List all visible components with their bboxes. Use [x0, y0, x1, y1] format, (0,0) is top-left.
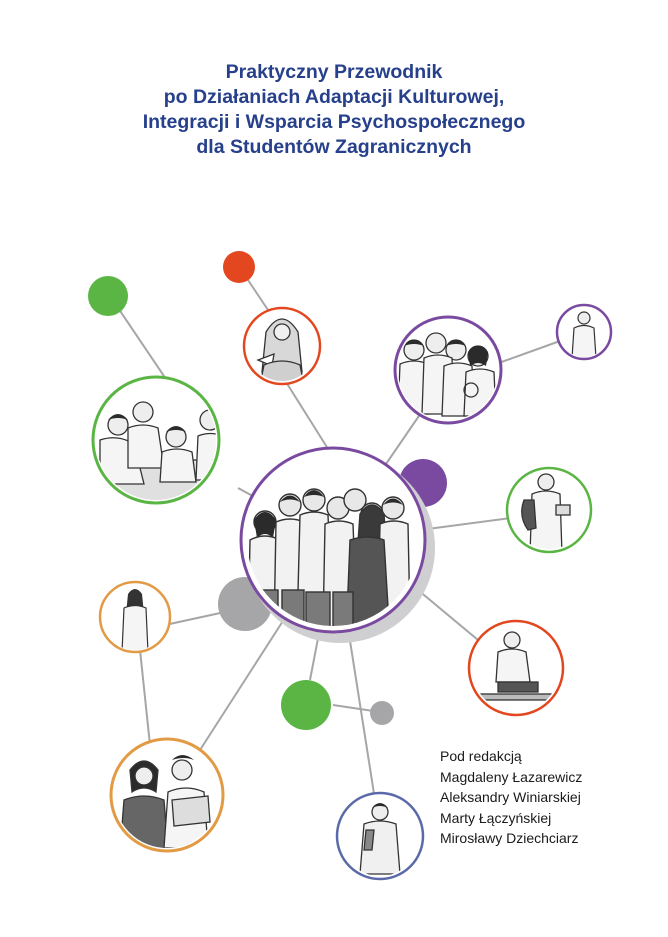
- photo-circle-right: [507, 468, 591, 554]
- photo-circle-far-right: [557, 305, 611, 359]
- title-line: Integracji i Wsparcia Psychospołecznego: [142, 111, 526, 133]
- editor-name: Mirosławy Dziechciarz: [440, 830, 579, 846]
- photo-circle-bottom: [337, 793, 423, 879]
- title-line: Praktyczny Przewodnik: [225, 61, 443, 83]
- photo-circle-top: [244, 308, 320, 385]
- photo-circle-left-mid: [100, 582, 170, 652]
- editor-name: Marty Łączyńskiej: [440, 809, 552, 826]
- green-dot: [281, 680, 331, 730]
- editor-name: Aleksandry Winiarskiej: [440, 789, 581, 805]
- editors-block: [440, 746, 655, 849]
- title-line: po Działaniach Adaptacji Kulturowej,: [163, 86, 505, 108]
- green-dot: [88, 276, 128, 316]
- gray-dot: [370, 701, 394, 725]
- red-dot: [223, 251, 255, 283]
- photo-circle-left: [93, 377, 226, 510]
- photo-circle-bottom-left: [111, 739, 223, 851]
- photo-circle-right-low: [469, 621, 563, 715]
- editors-intro: Pod redakcją: [440, 748, 522, 764]
- title-line: dla Studentów Zagranicznych: [196, 136, 472, 158]
- editor-name: Magdaleny Łazarewicz: [440, 768, 583, 785]
- photo-circle-top-right: [395, 317, 501, 423]
